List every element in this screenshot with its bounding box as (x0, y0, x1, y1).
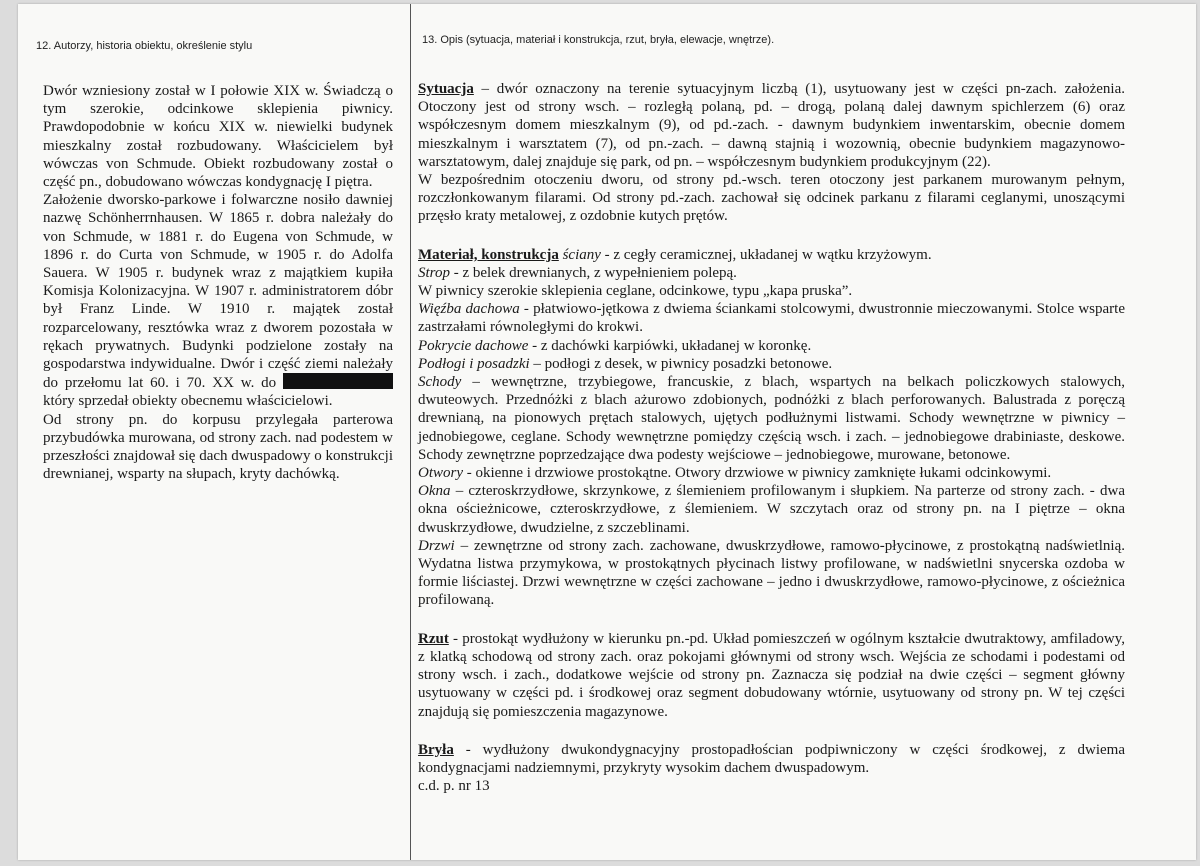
column-divider (410, 4, 411, 860)
material-heading: Materiał, konstrukcja (418, 246, 559, 263)
history-paragraph-2-start: Założenie dworsko-parkowe i folwarczne nosiło dawniej nazwę Schönherrnhausen. W 1865 r. dobra należały do von Schmude, w 1881 r. do Eugena von Schmude, w 1896 r. do Curta von Schmude, w 1905 r. do Adolfa Sauera. W 1905 r. budynek wraz z majątkiem kupiła Komisja Kolonizacyjna. W 1907 r. administratorem dóbr był Franz Linde. W 1910 r. majątek został rozparcelowany, resztówka wraz z dworem pozostała w rękach prywatnych. Budynki podzielone zostały na gospodarstwa indywidualne. Dwór i część ziemi należały do przełomu lat 60. i 70. XX w. do (43, 192, 393, 392)
rzut-text: - prostokąt wydłużony w kierunku pn.-pd. Układ pomieszczeń w ogólnym kształcie dwutraktowy, amfiladowy, z klatką schodową od strony zach. oraz pokojami głównymi od strony wsch. Wejścia ze schodami i podestami od strony wsch. i zach., dodatkowe wejście od strony pn. Zaznacza się podział na dwie części – segment główny usytuowany w części pd. i środkowej oraz segment dobudowany wtórnie, usytuowany od strony pn. W tej części znajdują się pomieszczenia magazynowe. (418, 630, 1125, 720)
strop-line (418, 264, 1125, 282)
history-paragraph-2-end: który sprzedał obiekty obecnemu właścicielowi. (43, 393, 333, 410)
material-line (418, 246, 1125, 264)
description-text (418, 80, 1125, 795)
otwory-label: Otwory (418, 465, 463, 482)
otwory-line (418, 464, 1125, 482)
okna-label: Okna (418, 483, 451, 500)
left-column-header: 12. Autorzy, historia obiektu, określenie stylu (36, 40, 253, 52)
sytuacja-text: – dwór oznaczony na terenie sytuacyjnym liczbą (1), usytuowany jest w części pn-zach. założenia. Otoczony jest od strony wsch. – rozległą polaną, pd. – drogą, polaną dalej dawnym spichlerzem (6) oraz współczesnym domem mieszkalnym (9), od pd.-zach. - dawnym budynkiem inwentarskim, obecnie domem mieszkalnym i warsztatem (7), od pn.-zach. – dawną stajnią i wozownią, obecnie budynkiem magazynowo-warsztatowym, dalej znajduje się park, od pn. – współczesnym budynkiem produkcyjnym (22). (418, 81, 1125, 170)
document-sheet (18, 4, 1196, 860)
drzwi-text: – zewnętrzne od strony zach. zachowane, dwuskrzydłowe, ramowo-płycinowe, z prostokątną nadświetlnią. Wydatna listwa przymykowa, w prostokątnych płycinach listwy profilowane, w nadświetlni snycerska ozdoba w formie liściastej. Drzwi wewnętrzne w części zachowane – jedno i dwuskrzydłowe, ramowo-płycinowe, z ościeżnica profilowaną. (418, 537, 1125, 609)
podlogi-label: Podłogi i posadzki (418, 355, 530, 372)
piwnice-line: W piwnicy szerokie sklepienia ceglane, odcinkowe, typu „kapa pruska”. (418, 283, 853, 300)
wiezba-text: - płatwiowo-jętkowa z dwiema ściankami stolcowymi, dwustronnie mieczowanymi. Stolce wsparte zastrzałami równoległymi do krokwi. (418, 301, 1125, 336)
history-paragraph-1: Dwór wzniesiony został w I połowie XIX w. Świadczą o tym szerokie, odcinkowe sklepienia piwnicy. Prawdopodobnie w końcu XIX w. niewielki budynek mieszkalny został rozbudowany. Właścicielem był wówczas von Schmude. Obiekt rozbudowany został o część pn., dobudowano wówczas kondygnację I piętra. (43, 83, 393, 191)
podlogi-line (418, 355, 1125, 373)
schody-paragraph (418, 373, 1125, 464)
bryla-text: - wydłużony dwukondygnacyjny prostopadłościan podpiwniczony w części środkowej, z dwiema kondygnacjami nadziemnymi, przykryty wysokim dachem dwuspadowym. (418, 741, 1125, 776)
sytuacja-paragraph (418, 80, 1125, 171)
schody-text: – wewnętrzne, trzybiegowe, francuskie, z blach, wspartych na belkach policzkowych stalowych, dwuteowych. Przednóżki z blach ażurowo zdobionych, podnóżki z blach perforowanych. Balustrada z poręczą drewnianą, na pionowych prętach stalowych, ujętych podłużnymi listwami. Schody wewnętrzne w piwnicy – jednobiegowe, ceglane. Schody wewnętrzne pomiędzy częścią wsch. i zach. – jednobiegowe drabiniaste, deskowe. Schody zewnętrzne poprzedzające dwa podesty wejściowe – jednobiegowe, murowane, betonowe. (418, 374, 1125, 463)
history-paragraph-3: Od strony pn. do korpusu przylegała parterowa przybudówka murowana, od strony zach. nad podestem w przeszłości znajdował się dach dwuspadowy o konstrukcji drewnianej, wsparty na słupach, kryty dachówką. (43, 411, 393, 483)
sytuacja-paragraph-2: W bezpośrednim otoczeniu dworu, od strony pd.-wsch. teren otoczony jest parkanem murowanym pełnym, rozczłonkowanym filarami. Od strony pd.-zach. zachował się odcinek parkanu z filarami ceglanymi, unoszącymi przęsło kraty metalowej, z ozdobnie kutych prętów. (418, 172, 1125, 225)
wiezba-label: Więźba dachowa (418, 301, 520, 318)
drzwi-label: Drzwi (418, 537, 455, 554)
wiezba-paragraph (418, 300, 1125, 336)
rzut-paragraph (418, 630, 1125, 721)
rzut-heading: Rzut (418, 630, 449, 647)
drzwi-paragraph (418, 537, 1125, 610)
strop-label: Strop (418, 264, 450, 281)
pokrycie-label: Pokrycie dachowe (418, 337, 529, 354)
okna-text: – czteroskrzydłowe, skrzynkowe, z ślemieniem profilowanym i słupkiem. Na parterze od strony zach. - dwa okna ościeżnicowe, czteroskrzydłowe, z ślemieniem. W szczytach oraz od strony pn. na I piętrze – okna dwuskrzydłowe, dwudzielne, z szczeblinami. (418, 483, 1125, 536)
sciany-label: ściany (562, 246, 601, 263)
history-paragraph-2 (43, 191, 393, 410)
podlogi-text: – podłogi z desek, w piwnicy posadzki betonowe. (529, 355, 833, 372)
sytuacja-heading: Sytuacja (418, 81, 474, 97)
bryla-paragraph (418, 741, 1125, 777)
history-text (43, 82, 393, 483)
continued-note: c.d. p. nr 13 (418, 778, 490, 795)
strop-text: - z belek drewnianych, z wypełnieniem polepą. (449, 264, 737, 281)
right-column-header: 13. Opis (sytuacja, materiał i konstrukcja, rzut, bryła, elewacje, wnętrze). (422, 34, 775, 46)
schody-label: Schody (418, 374, 462, 391)
pokrycie-text: - z dachówki karpiówki, układanej w koronkę. (528, 337, 812, 354)
sciany-text: - z cegły ceramicznej, układanej w wątku krzyżowym. (600, 246, 932, 263)
bryla-heading: Bryła (418, 741, 454, 758)
pokrycie-line (418, 337, 1125, 355)
redaction-block (283, 373, 393, 389)
okna-paragraph (418, 482, 1125, 537)
otwory-text: - okienne i drzwiowe prostokątne. Otwory drzwiowe w piwnicy zamknięte łukami odcinkowymi. (463, 465, 1052, 482)
